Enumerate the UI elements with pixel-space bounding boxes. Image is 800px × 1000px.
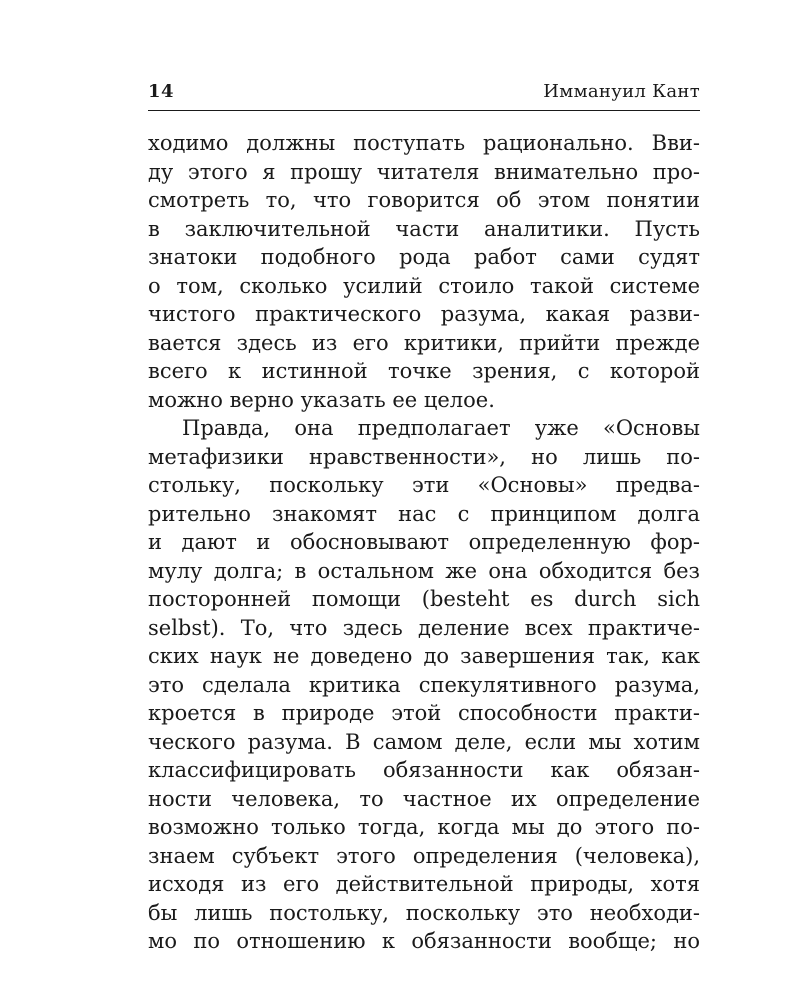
header-rule bbox=[148, 110, 700, 111]
text-line: мулу долга; в остальном же она обходится без bbox=[148, 558, 700, 583]
text-line: смотреть то, что говорится об этом понятии bbox=[148, 188, 700, 212]
text-line: selbst). То, что здесь деление всех практиче- bbox=[148, 615, 700, 640]
text-line: метафизики нравственности», но лишь по- bbox=[148, 444, 700, 469]
text-line: посторонней помощи (besteht es durch sich bbox=[148, 587, 700, 611]
text-line: это сделала критика спекулятивного разума, bbox=[148, 672, 700, 697]
paragraph-2 bbox=[148, 414, 700, 956]
text-line: классифицировать обязанности как обязан- bbox=[148, 758, 700, 782]
text-line: ских наук не доведено до завершения так, как bbox=[148, 644, 700, 668]
text-line: в заключительной части аналитики. Пусть bbox=[148, 216, 700, 241]
text-line: и дают и обосновывают определенную фор- bbox=[148, 530, 700, 554]
text-line: можно верно указать ее целое. bbox=[148, 387, 495, 412]
text-line: ческого разума. В самом деле, если мы хотим bbox=[148, 729, 700, 754]
text-line: знаем субъект этого определения (человека), bbox=[148, 843, 700, 868]
text-line: Правда, она предполагает уже «Основы bbox=[182, 416, 700, 440]
text-line: вается здесь из его критики, прийти прежде bbox=[148, 330, 700, 355]
page-number: 14 bbox=[148, 81, 175, 102]
text-line: ходимо должны поступать рационально. Вви- bbox=[148, 131, 700, 155]
text-line: всего к истинной точке зрения, с которой bbox=[148, 359, 700, 383]
text-line: бы лишь постольку, поскольку это необходи- bbox=[148, 900, 700, 925]
text-line: исходя из его действительной природы, хотя bbox=[148, 872, 700, 896]
running-head-author: Иммануил Кант bbox=[543, 81, 700, 102]
body-text bbox=[148, 129, 700, 956]
text-line: ности человека, то частное их определение bbox=[148, 786, 700, 811]
text-line: чистого практического разума, какая разви- bbox=[148, 302, 700, 326]
text-line: кроется в природе этой способности практи- bbox=[148, 701, 700, 725]
running-head bbox=[148, 78, 700, 106]
text-line: мо по отношению к обязанности вообще; но bbox=[148, 929, 700, 953]
text-line: стольку, поскольку эти «Основы» предва- bbox=[148, 473, 700, 497]
text-line: о том, сколько усилий стоило такой системе bbox=[148, 273, 700, 298]
text-line: рительно знакомят нас с принципом долга bbox=[148, 501, 700, 526]
paragraph-1 bbox=[148, 129, 700, 414]
text-line: возможно только тогда, когда мы до этого по- bbox=[148, 815, 700, 839]
book-page bbox=[148, 78, 700, 956]
text-line: знатоки подобного рода работ сами судят bbox=[148, 245, 700, 269]
text-line: ду этого я прошу читателя внимательно про- bbox=[148, 159, 700, 184]
